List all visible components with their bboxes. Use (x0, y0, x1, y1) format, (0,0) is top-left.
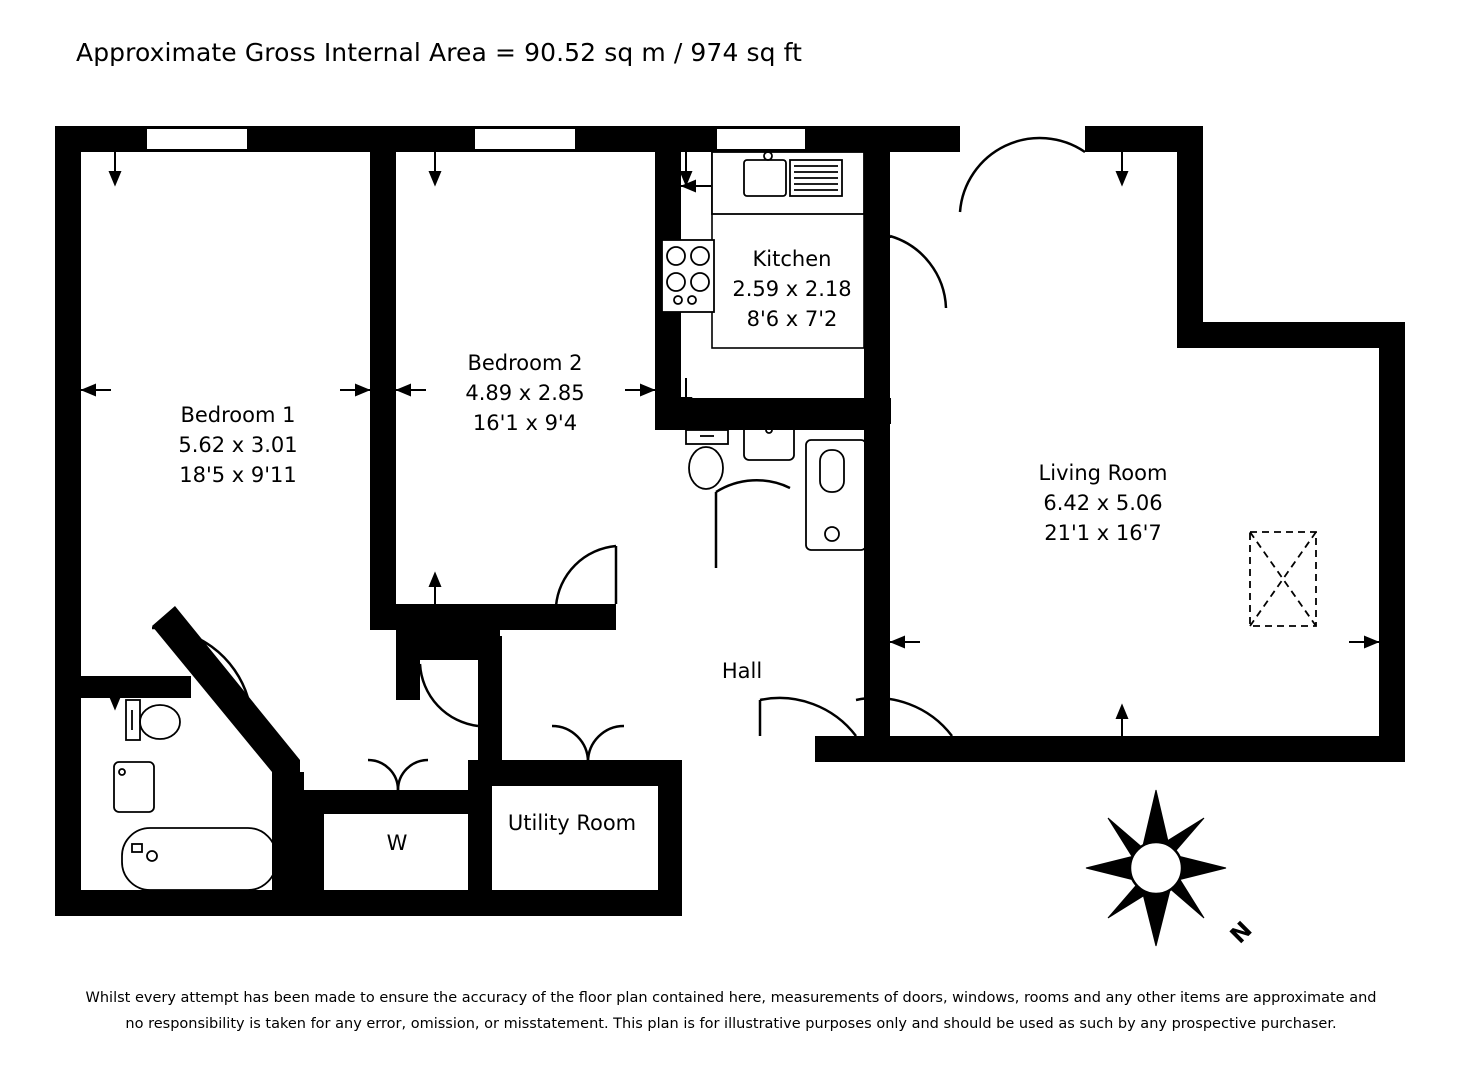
room-label-w: W (386, 831, 408, 855)
compass-rose (1086, 790, 1226, 946)
room-label-living-room: Living Room 6.42 x 5.06 21'1 x 16'7 (1038, 461, 1168, 545)
disclaimer-line-2: no responsibility is taken for any error, omission, or misstatement. This plan is for illustrative purposes only and should be used as such by any prospective purchaser. (125, 1016, 1337, 1032)
room-label-kitchen: Kitchen 2.59 x 2.18 8'6 x 7'2 (732, 247, 852, 331)
compass-north-label: N (1225, 917, 1258, 949)
disclaimer (0, 985, 1462, 1037)
page-title: Approximate Gross Internal Area = 90.52 sq m / 974 sq ft (76, 38, 802, 67)
room-label-bedroom-2: Bedroom 2 4.89 x 2.85 16'1 x 9'4 (465, 351, 585, 435)
room-label-utility-room: Utility Room (507, 811, 637, 835)
room-label-bedroom-1: Bedroom 1 5.62 x 3.01 18'5 x 9'11 (178, 403, 298, 487)
disclaimer-line-1: Whilst every attempt has been made to ensure the accuracy of the floor plan contained here, measurements of doors, windows, rooms and any other items are approximate and (85, 990, 1377, 1006)
room-label-hall: Hall (721, 659, 763, 683)
